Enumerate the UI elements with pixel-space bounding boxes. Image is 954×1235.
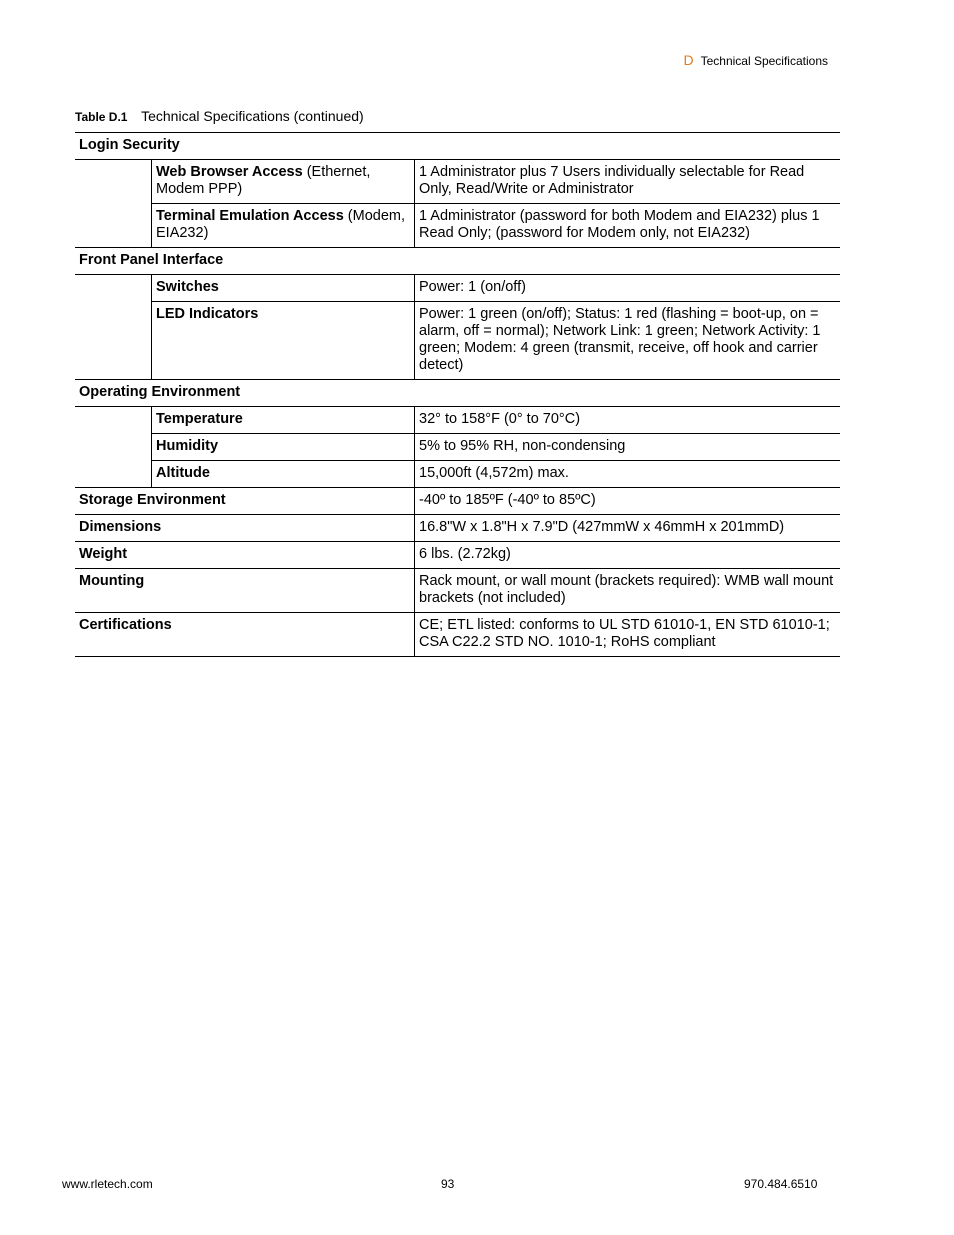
section-row xyxy=(75,133,840,160)
table-row xyxy=(75,275,840,302)
spec-name: Dimensions xyxy=(75,515,415,542)
spec-value: 1 Administrator plus 7 Users individually selectable for Read Only, Read/Write or Administrator xyxy=(415,160,841,204)
spec-name: Storage Environment xyxy=(75,488,415,515)
footer-website: www.rletech.com xyxy=(62,1177,153,1191)
spec-table xyxy=(75,132,840,657)
table-row xyxy=(75,461,840,488)
spec-name: Terminal Emulation Access (Modem, EIA232) xyxy=(152,204,415,248)
section-heading: Operating Environment xyxy=(75,380,840,407)
table-row xyxy=(75,434,840,461)
table-row xyxy=(75,302,840,380)
running-header xyxy=(683,52,828,68)
table-row xyxy=(75,204,840,248)
spec-value: Power: 1 (on/off) xyxy=(415,275,841,302)
spec-name: Temperature xyxy=(152,407,415,434)
spec-value: Power: 1 green (on/off); Status: 1 red (flashing = boot-up, on = alarm, off = normal); Network Link: 1 green; Network Activity: 1 green; Modem: 4 green (transmit, receive, off hook and carrier detect) xyxy=(415,302,841,380)
table-row xyxy=(75,613,840,657)
section-row xyxy=(75,248,840,275)
section-heading: Login Security xyxy=(75,133,840,160)
table-caption xyxy=(75,108,364,124)
table-row xyxy=(75,515,840,542)
table-number: Table D.1 xyxy=(75,110,128,124)
spec-name: Altitude xyxy=(152,461,415,488)
table-row xyxy=(75,407,840,434)
spec-name: Weight xyxy=(75,542,415,569)
spec-name: Certifications xyxy=(75,613,415,657)
spec-name: Mounting xyxy=(75,569,415,613)
table-title: Technical Specifications (continued) xyxy=(141,108,364,124)
spec-name: Switches xyxy=(152,275,415,302)
spec-value: 5% to 95% RH, non-condensing xyxy=(415,434,841,461)
section-row xyxy=(75,380,840,407)
appendix-letter: D xyxy=(683,52,694,68)
section-heading: Front Panel Interface xyxy=(75,248,840,275)
spec-value: 1 Administrator (password for both Modem and EIA232) plus 1 Read Only; (password for Modem only, not EIA232) xyxy=(415,204,841,248)
spec-value: 16.8"W x 1.8"H x 7.9"D (427mmW x 46mmH x 201mmD) xyxy=(415,515,841,542)
spec-name: LED Indicators xyxy=(152,302,415,380)
table-row xyxy=(75,160,840,204)
footer-phone: 970.484.6510 xyxy=(744,1177,818,1191)
table-row xyxy=(75,542,840,569)
spec-value: 15,000ft (4,572m) max. xyxy=(415,461,841,488)
spec-name: Web Browser Access (Ethernet, Modem PPP) xyxy=(152,160,415,204)
spec-name: Humidity xyxy=(152,434,415,461)
running-header-title: Technical Specifications xyxy=(700,54,828,68)
spec-value: CE; ETL listed: conforms to UL STD 61010-1, EN STD 61010-1; CSA C22.2 STD NO. 1010-1; RoHS compliant xyxy=(415,613,841,657)
spec-value: -40º to 185ºF (-40º to 85ºC) xyxy=(415,488,841,515)
spec-value: 32° to 158°F (0° to 70°C) xyxy=(415,407,841,434)
table-row xyxy=(75,569,840,613)
table-row xyxy=(75,488,840,515)
spec-value: Rack mount, or wall mount (brackets required): WMB wall mount brackets (not included) xyxy=(415,569,841,613)
spec-value: 6 lbs. (2.72kg) xyxy=(415,542,841,569)
page-number: 93 xyxy=(441,1177,455,1191)
